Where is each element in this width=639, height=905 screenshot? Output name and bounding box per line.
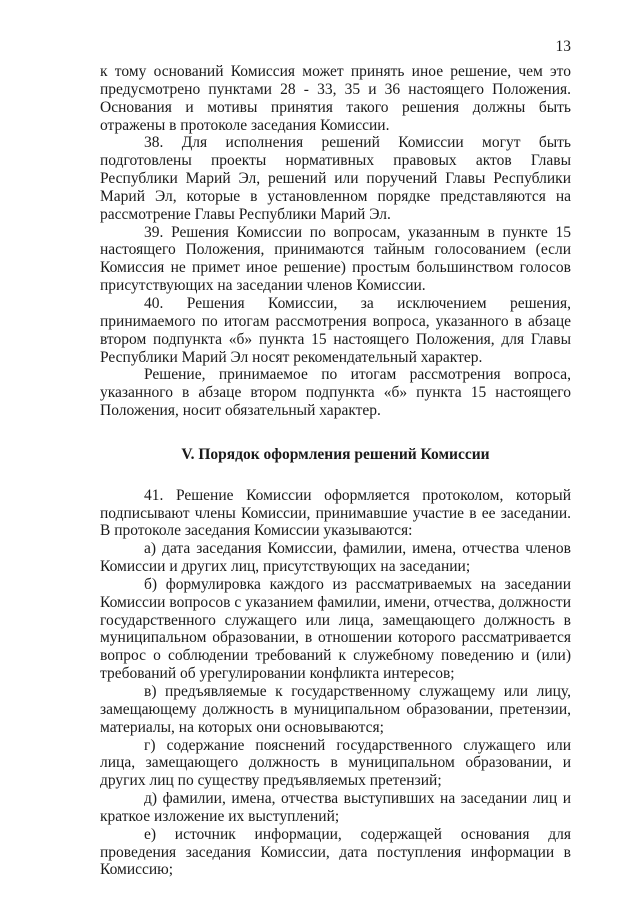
paragraph-subitem-v: в) предъявляемые к государственному служащему или лицу, замещающему должность в муниципальном образовании, претензии, материалы, на которых они основываются; <box>100 683 571 736</box>
paragraph-item-38: 38. Для исполнения решений Комиссии могут быть подготовлены проекты нормативных правовых актов Главы Республики Марий Эл, решений или поручений Главы Республики Марий Эл, которые в установленном порядке представляются на рассмотрение Главы Республики Марий Эл. <box>100 134 571 223</box>
paragraph-subitem-e: е) источник информации, содержащей основания для проведения заседания Комиссии, дата поступления информации в Комиссию; <box>100 825 571 879</box>
paragraph-subitem-b: б) формулировка каждого из рассматриваемых на заседании Комиссии вопросов с указанием фамилии, имени, отчества, должности государственного служащего или лица, замещающего должность в муниципальном образовании, в отношении которого рассматривается вопрос о соблюдении требований к служебному поведению и (или) требований об урегулировании конфликта интересов; <box>100 575 571 683</box>
paragraph-continuation: к тому оснований Комиссия может принять иное решение, чем это предусмотрено пунктами 28 - 33, 35 и 36 настоящего Положения. Основания и мотивы принятия такого решения должны быть отражены в протоколе заседания Комиссии. <box>100 63 571 134</box>
page-number: 13 <box>555 38 571 55</box>
document-body <box>100 63 571 879</box>
paragraph-subitem-d: д) фамилии, имена, отчества выступивших на заседании лиц и краткое изложение их выступлений; <box>100 790 571 825</box>
paragraph-subitem-g: г) содержание пояснений государственного служащего или лица, замещающего должность в муниципальном образовании, и других лиц по существу предъявляемых претензий; <box>100 736 571 790</box>
paragraph-item-41: 41. Решение Комиссии оформляется протоколом, который подписывают члены Комиссии, принимавшие участие в ее заседании. В протоколе заседания Комиссии указываются: <box>100 486 571 540</box>
paragraph-item-40: 40. Решения Комиссии, за исключением решения, принимаемого по итогам рассмотрения вопроса, указанного в абзаце втором подпункта «б» пункта 15 настоящего Положения, для Главы Республики Марий Эл носят рекомендательный характер. <box>100 294 571 366</box>
section-heading: V. Порядок оформления решений Комиссии <box>181 445 490 463</box>
paragraph-subitem-a: а) дата заседания Комиссии, фамилии, имена, отчества членов Комиссии и других лиц, присутствующих на заседании; <box>100 540 571 576</box>
paragraph-item-39: 39. Решения Комиссии по вопросам, указанным в пункте 15 настоящего Положения, принимаются тайным голосованием (если Комиссия не примет иное решение) простым большинством голосов присутствующих на заседании членов Комиссии. <box>100 223 571 295</box>
paragraph-decision-binding: Решение, принимаемое по итогам рассмотрения вопроса, указанного в абзаце втором подпункта «б» пункта 15 настоящего Положения, носит обязательный характер. <box>100 366 571 420</box>
